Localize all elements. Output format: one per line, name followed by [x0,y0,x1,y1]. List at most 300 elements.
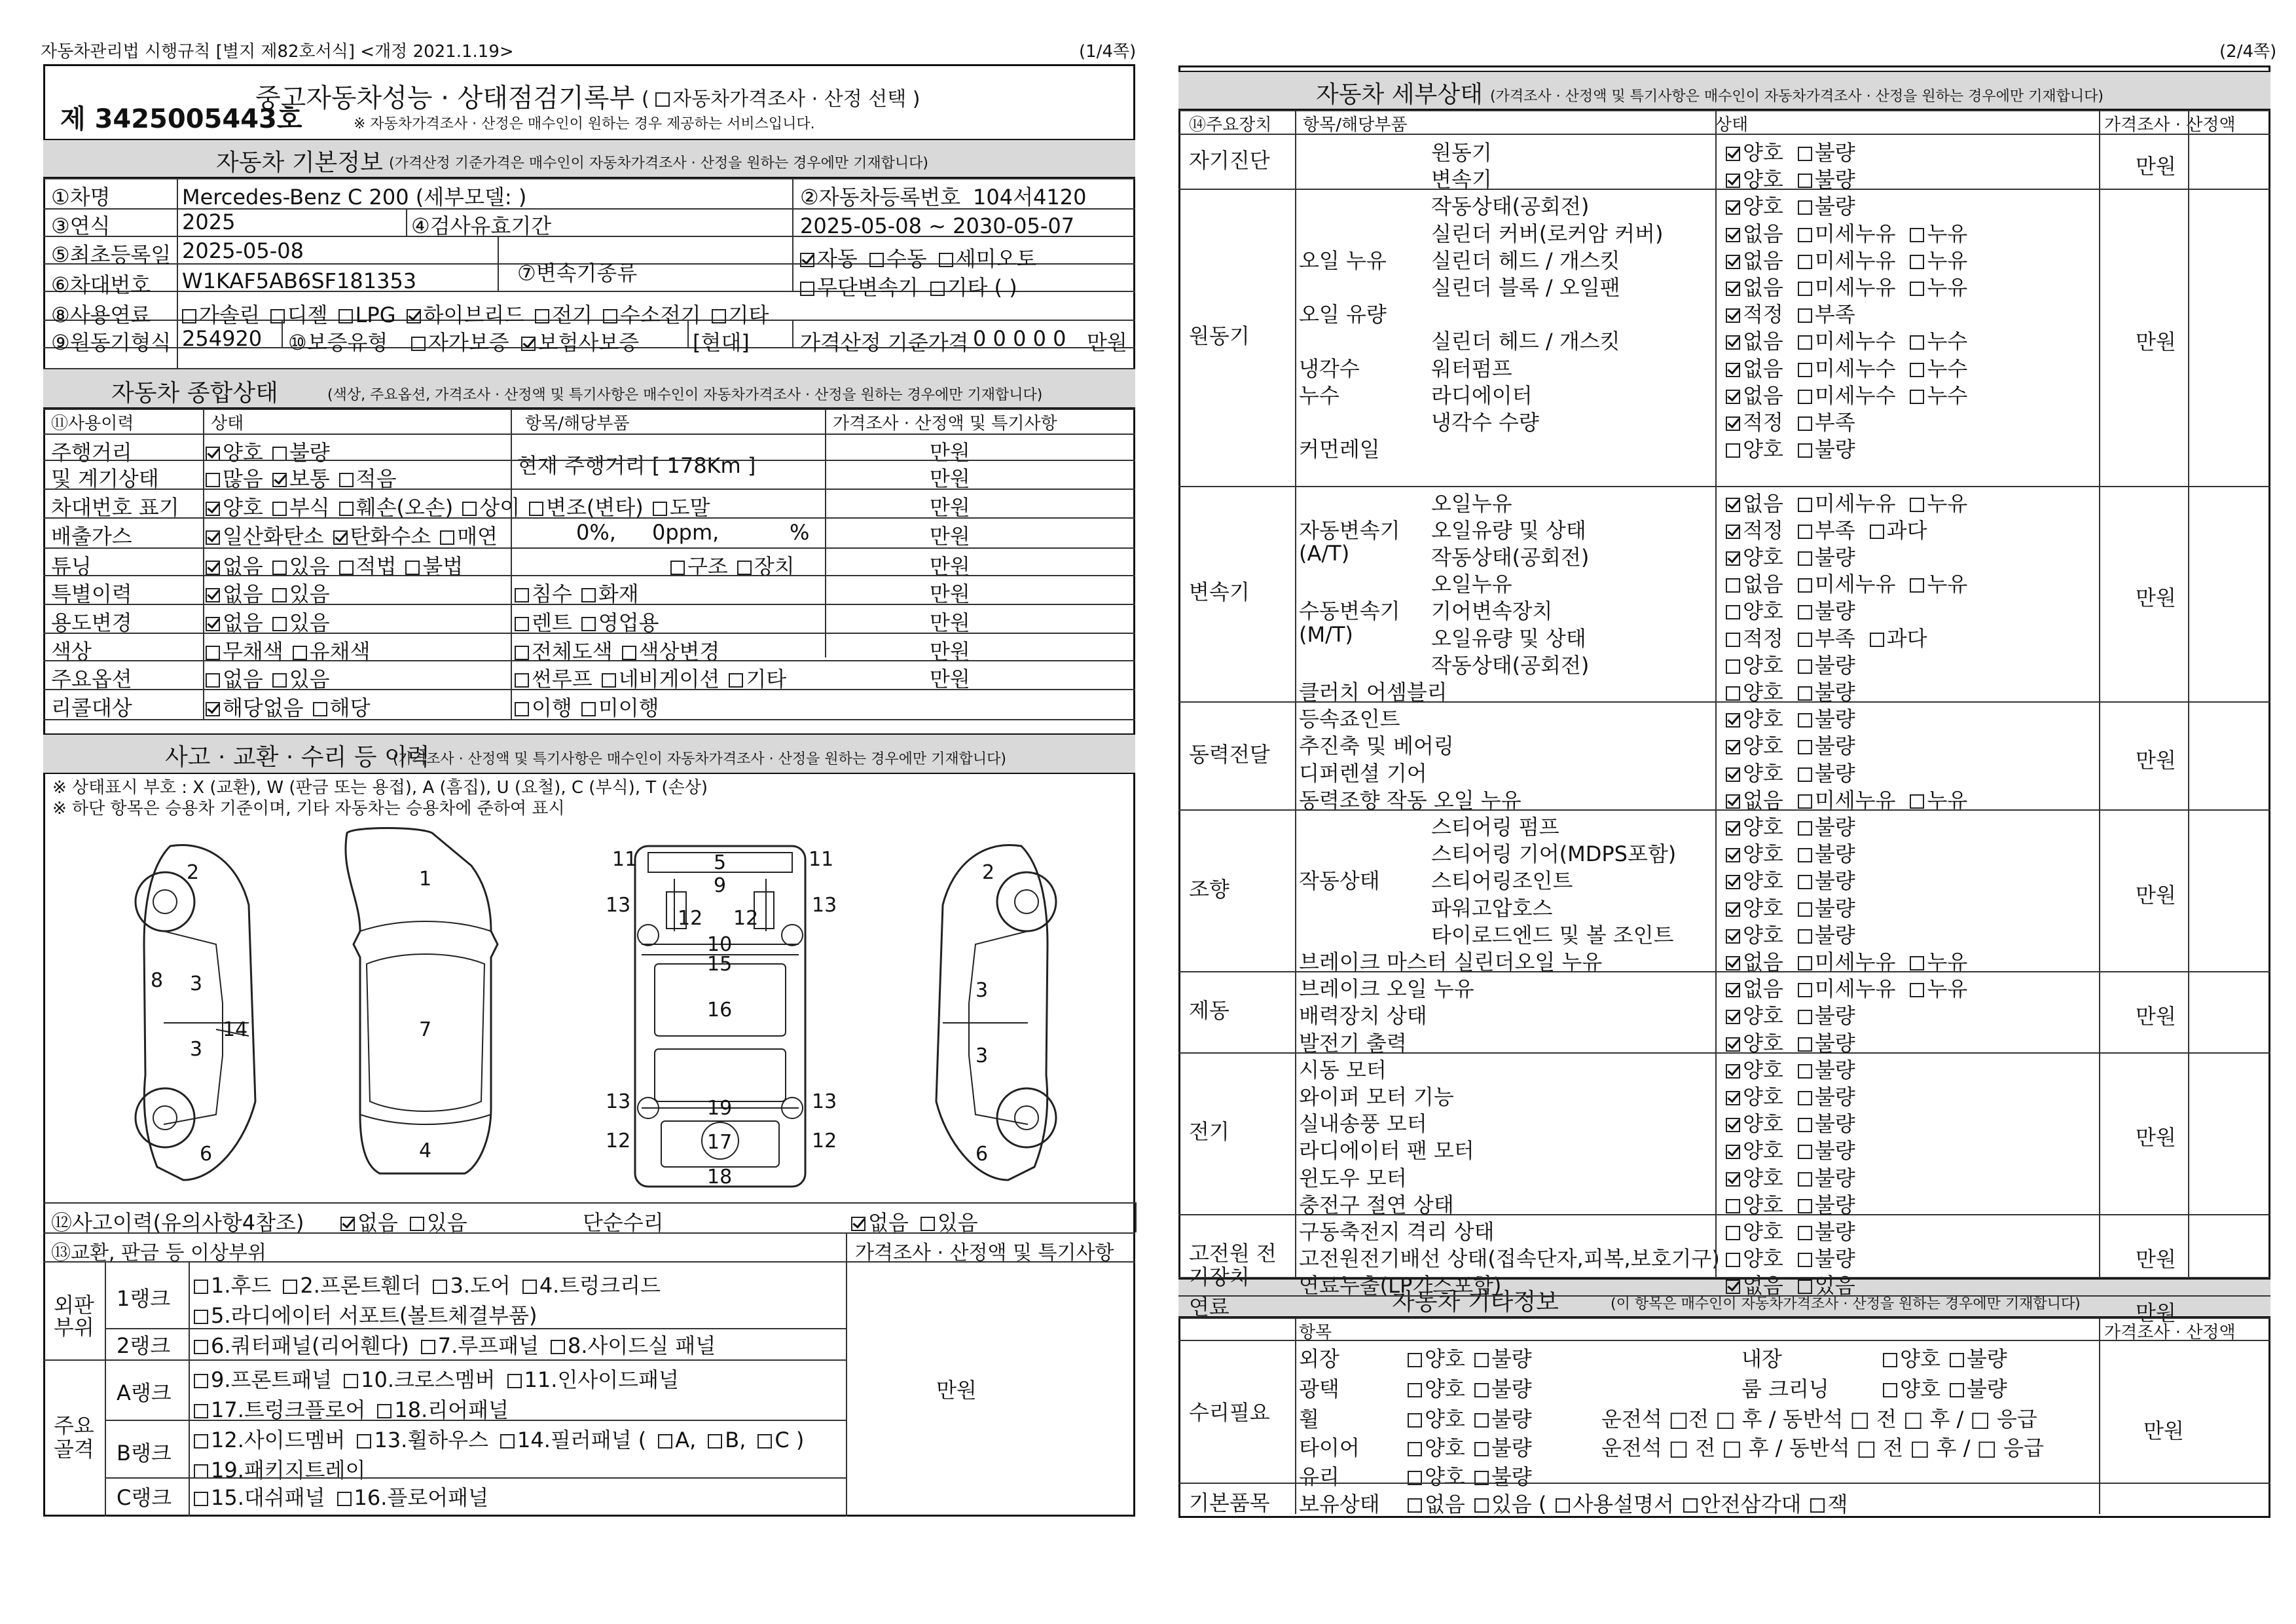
overall-row-status-option[interactable] [339,495,454,520]
checkbox-icon[interactable] [1726,956,1740,970]
checkbox-icon[interactable] [1474,1353,1489,1367]
detail-row-status-option[interactable] [1798,653,1855,678]
checkbox-icon[interactable] [339,473,354,487]
accident-history-options-option[interactable] [340,1210,398,1235]
checkbox-icon[interactable] [340,1217,355,1231]
rank-parts-option[interactable] [194,1273,271,1298]
checkbox-icon[interactable] [1726,821,1740,836]
detail-row-status-option[interactable] [1870,626,1927,651]
tire-options-option[interactable] [1408,1435,1465,1460]
holding-options-option[interactable] [1408,1492,1465,1517]
checkbox-icon[interactable] [206,673,220,688]
checkbox-icon[interactable] [1726,794,1740,809]
checkbox-icon[interactable] [622,646,636,660]
rank-parts-option[interactable] [344,1367,495,1392]
checkbox-icon[interactable] [440,530,454,545]
transmission-options-option[interactable] [869,246,927,271]
checkbox-icon[interactable] [1910,363,1924,377]
checkbox-icon[interactable] [712,309,726,323]
detail-row-status-option[interactable] [1726,1084,1783,1109]
checkbox-icon[interactable] [920,1217,935,1231]
checkbox-icon[interactable] [272,673,287,688]
rank-parts-option[interactable] [194,1303,537,1328]
checkbox-icon[interactable] [602,673,616,688]
checkbox-icon[interactable] [272,617,287,631]
checkbox-icon[interactable] [521,337,536,351]
overall-row-status-option[interactable] [206,524,324,549]
detail-row-status-option[interactable] [1798,437,1855,462]
detail-row-status-option[interactable] [1798,868,1855,893]
detail-row-status-option[interactable] [1726,410,1783,435]
overall-row-status-option[interactable] [272,610,330,635]
checkbox-icon[interactable] [757,1434,772,1449]
checkbox-icon[interactable] [1798,498,1812,512]
detail-row-status-option[interactable] [1726,733,1783,758]
checkbox-icon[interactable] [1910,498,1924,512]
checkbox-icon[interactable] [1798,255,1812,269]
checkbox-icon[interactable] [194,1404,208,1418]
checkbox-icon[interactable] [1798,605,1812,619]
checkbox-icon[interactable] [1798,1280,1812,1294]
holding-options-option[interactable] [1683,1492,1802,1517]
checkbox-icon[interactable] [1798,443,1812,458]
detail-row-status-option[interactable] [1726,140,1783,165]
transmission-options-option[interactable] [800,246,858,271]
rank-parts-option[interactable] [194,1367,332,1392]
detail-row-status-option[interactable] [1726,950,1783,974]
checkbox-icon[interactable] [1798,1091,1812,1105]
detail-row-status-option[interactable] [1726,680,1783,705]
detail-row-status-option[interactable] [1798,788,1896,813]
detail-row-status-option[interactable] [1910,950,1967,974]
overall-row-status-option[interactable] [333,524,431,549]
transmission-option[interactable] [930,275,1017,300]
checkbox-icon[interactable] [357,1434,371,1449]
checkbox-icon[interactable] [411,337,426,351]
rank-parts-option[interactable] [500,1428,646,1452]
detail-row-status-option[interactable] [1798,383,1896,408]
checkbox-icon[interactable] [1798,578,1812,593]
overall-row-status-option[interactable] [339,466,397,491]
checkbox-icon[interactable] [507,1374,522,1388]
checkbox-icon[interactable] [1798,282,1812,296]
exterior-options-option[interactable] [1408,1346,1465,1371]
detail-row-status-option[interactable] [1726,302,1783,327]
checkbox-icon[interactable] [1950,1353,1964,1367]
checkbox-icon[interactable] [1798,659,1812,674]
detail-row-status-option[interactable] [1798,1192,1855,1217]
checkbox-icon[interactable] [1726,578,1740,593]
overall-row-status-option[interactable] [313,695,371,720]
checkbox-icon[interactable] [1798,1253,1812,1267]
checkbox-icon[interactable] [206,646,220,660]
checkbox-icon[interactable] [1726,255,1740,269]
rank-parts-option[interactable] [551,1333,716,1358]
checkbox-icon[interactable] [1798,200,1812,215]
detail-row-status-option[interactable] [1798,626,1855,651]
checkbox-icon[interactable] [1798,174,1812,188]
fuel-options-option[interactable] [407,303,525,327]
checkbox-icon[interactable] [1726,335,1740,350]
checkbox-icon[interactable] [272,561,287,575]
checkbox-icon[interactable] [1798,1118,1812,1132]
checkbox-icon[interactable] [1798,1172,1812,1187]
detail-row-status-option[interactable] [1798,841,1855,866]
overall-row-items-option[interactable] [729,667,786,692]
checkbox-icon[interactable] [1726,1226,1740,1240]
checkbox-icon[interactable] [206,561,220,575]
checkbox-icon[interactable] [1950,1383,1964,1397]
checkbox-icon[interactable] [729,673,743,688]
checkbox-icon[interactable] [1726,659,1740,674]
glass-options-option[interactable] [1474,1464,1532,1489]
detail-row-status-option[interactable] [1726,815,1783,840]
checkbox-icon[interactable] [407,309,421,323]
checkbox-icon[interactable] [1408,1353,1422,1367]
overall-row-status-option[interactable] [272,667,330,692]
checkbox-icon[interactable] [1726,1280,1740,1294]
checkbox-icon[interactable] [1910,228,1924,242]
detail-row-status-option[interactable] [1726,221,1783,246]
detail-row-status-option[interactable] [1910,329,1967,354]
checkbox-icon[interactable] [206,530,220,545]
checkbox-icon[interactable] [1798,1037,1812,1052]
checkbox-icon[interactable] [462,502,477,516]
checkbox-icon[interactable] [1798,686,1812,701]
detail-row-status-option[interactable] [1798,896,1855,921]
checkbox-icon[interactable] [194,1310,208,1324]
detail-row-status-option[interactable] [1726,437,1783,462]
checkbox-icon[interactable] [1798,821,1812,836]
checkbox-icon[interactable] [272,447,287,461]
checkbox-icon[interactable] [1910,956,1924,970]
detail-row-status-option[interactable] [1798,1246,1855,1271]
detail-row-status-option[interactable] [1726,761,1783,786]
rank-parts-option[interactable] [507,1367,679,1392]
checkbox-icon[interactable] [206,502,220,516]
checkbox-icon[interactable] [522,1280,537,1294]
checkbox-icon[interactable] [515,617,529,631]
transmission-option[interactable] [800,275,919,300]
detail-row-status-option[interactable] [1798,140,1855,165]
detail-row-status-option[interactable] [1798,410,1855,435]
checkbox-icon[interactable] [1798,956,1812,970]
checkbox-icon[interactable] [206,447,220,461]
checkbox-icon[interactable] [338,309,353,323]
checkbox-icon[interactable] [410,1217,424,1231]
checkbox-icon[interactable] [1910,983,1924,997]
checkbox-icon[interactable] [1910,255,1924,269]
checkbox-icon[interactable] [1726,633,1740,647]
detail-row-status-option[interactable] [1726,626,1783,651]
checkbox-icon[interactable] [1910,794,1924,809]
checkbox-icon[interactable] [930,282,945,296]
checkbox-icon[interactable] [206,588,220,602]
overall-row-status-option[interactable] [206,667,263,692]
detail-row-status-option[interactable] [1726,356,1783,381]
rank-parts-option[interactable] [522,1273,661,1298]
checkbox-icon[interactable] [1726,498,1740,512]
overall-row-status-option[interactable] [206,695,304,720]
detail-row-status-option[interactable] [1726,599,1783,623]
checkbox-icon[interactable] [581,588,596,602]
detail-row-status-option[interactable] [1798,599,1855,623]
overall-row-status-option[interactable] [440,524,498,549]
detail-row-status-option[interactable] [1798,1003,1855,1028]
checkbox-icon[interactable] [1726,605,1740,619]
checkbox-icon[interactable] [515,588,529,602]
checkbox-icon[interactable] [1798,551,1812,566]
overall-row-status-option[interactable] [206,581,263,606]
checkbox-icon[interactable] [1726,1145,1740,1159]
detail-row-status-option[interactable] [1910,356,1967,381]
checkbox-icon[interactable] [1883,1353,1897,1367]
detail-row-status-option[interactable] [1798,545,1855,570]
checkbox-icon[interactable] [344,1374,358,1388]
detail-row-status-option[interactable] [1910,788,1967,813]
checkbox-icon[interactable] [658,1434,672,1449]
checkbox-icon[interactable] [421,1340,435,1354]
detail-row-status-option[interactable] [1910,275,1967,300]
checkbox-icon[interactable] [1798,416,1812,431]
checkbox-icon[interactable] [551,1340,565,1354]
detail-row-status-option[interactable] [1726,1219,1783,1244]
fuel-options-option[interactable] [338,303,396,327]
checkbox-icon[interactable] [939,253,953,267]
checkbox-icon[interactable] [1726,1010,1740,1024]
detail-row-status-option[interactable] [1726,923,1783,948]
checkbox-icon[interactable] [1798,794,1812,809]
overall-row-items-option[interactable] [581,610,659,635]
checkbox-icon[interactable] [1798,875,1812,889]
checkbox-icon[interactable] [581,702,596,716]
checkbox-icon[interactable] [1474,1498,1489,1513]
checkbox-icon[interactable] [1726,767,1740,782]
checkbox-icon[interactable] [1726,147,1740,161]
checkbox-icon[interactable] [708,1434,722,1449]
detail-row-status-option[interactable] [1870,518,1927,543]
checkbox-icon[interactable] [869,253,884,267]
checkbox-icon[interactable] [1883,1383,1897,1397]
checkbox-icon[interactable] [1408,1442,1422,1456]
detail-row-status-option[interactable] [1726,1138,1783,1163]
detail-row-status-option[interactable] [1798,356,1896,381]
detail-row-status-option[interactable] [1726,545,1783,570]
checkbox-icon[interactable] [670,561,685,575]
fuel-options-option[interactable] [270,303,328,327]
rank-parts-option[interactable] [658,1428,696,1452]
checkbox-icon[interactable] [1798,335,1812,350]
checkbox-icon[interactable] [1726,1064,1740,1079]
checkbox-icon[interactable] [1726,443,1740,458]
checkbox-icon[interactable] [1798,1199,1812,1213]
detail-row-status-option[interactable] [1726,1111,1783,1136]
checkbox-icon[interactable] [194,1280,208,1294]
overall-row-items-option[interactable] [515,610,572,635]
checkbox-icon[interactable] [433,1280,447,1294]
tire-options-option[interactable] [1474,1435,1532,1460]
detail-row-status-option[interactable] [1798,1111,1855,1136]
detail-row-status-option[interactable] [1726,329,1783,354]
checkbox-icon[interactable] [194,1374,208,1388]
detail-row-status-option[interactable] [1798,518,1855,543]
detail-row-status-option[interactable] [1798,733,1855,758]
checkbox-icon[interactable] [1798,1064,1812,1079]
checkbox-icon[interactable] [1726,875,1740,889]
checkbox-icon[interactable] [313,702,327,716]
overall-row-status-option[interactable] [272,581,330,606]
overall-row-items-option[interactable] [515,581,572,606]
checkbox-icon[interactable] [1798,390,1812,404]
overall-row-status-option[interactable] [653,495,710,520]
detail-row-status-option[interactable] [1798,680,1855,705]
simple-repair-options-option[interactable] [851,1210,909,1235]
checkbox-icon[interactable] [1726,308,1740,323]
overall-row-items-option[interactable] [515,667,592,692]
checkbox-icon[interactable] [206,473,220,487]
detail-row-status-option[interactable] [1798,707,1855,731]
checkbox-icon[interactable] [1910,282,1924,296]
checkbox-icon[interactable] [1870,525,1884,539]
checkbox-icon[interactable] [529,502,543,516]
overall-row-status-option[interactable] [206,466,263,491]
checkbox-icon[interactable] [1726,902,1740,917]
checkbox-icon[interactable] [206,702,220,716]
detail-row-status-option[interactable] [1726,383,1783,408]
detail-row-status-option[interactable] [1910,491,1967,516]
detail-row-status-option[interactable] [1798,1084,1855,1109]
checkbox-icon[interactable] [1726,848,1740,862]
gloss-options-option[interactable] [1408,1376,1465,1401]
checkbox-icon[interactable] [1798,633,1812,647]
checkbox-icon[interactable] [272,502,287,516]
checkbox-icon[interactable] [1798,1145,1812,1159]
detail-row-status-option[interactable] [1910,383,1967,408]
checkbox-icon[interactable] [515,673,529,688]
checkbox-icon[interactable] [194,1434,208,1449]
checkbox-icon[interactable] [1798,713,1812,728]
accident-history-options-option[interactable] [410,1210,467,1235]
detail-row-status-option[interactable] [1726,788,1783,813]
checkbox-icon[interactable] [581,617,596,631]
checkbox-icon[interactable] [1408,1383,1422,1397]
checkbox-icon[interactable] [1798,228,1812,242]
detail-row-status-option[interactable] [1798,815,1855,840]
checkbox-icon[interactable] [1726,174,1740,188]
detail-row-status-option[interactable] [1798,275,1896,300]
checkbox-icon[interactable] [1726,416,1740,431]
rank-parts-option[interactable] [757,1428,804,1452]
rank-parts-option[interactable] [283,1273,421,1298]
detail-row-status-option[interactable] [1798,976,1896,1001]
detail-row-status-option[interactable] [1798,248,1896,273]
detail-row-status-option[interactable] [1798,194,1855,219]
fuel-options-option[interactable] [712,303,769,327]
checkbox-icon[interactable] [1474,1383,1489,1397]
checkbox-icon[interactable] [1810,1498,1825,1513]
checkbox-icon[interactable] [405,561,420,575]
checkbox-icon[interactable] [283,1280,297,1294]
wheel-options-option[interactable] [1408,1407,1465,1431]
detail-row-status-option[interactable] [1798,167,1855,192]
checkbox-icon[interactable] [1798,902,1812,917]
warranty-options-option[interactable] [521,330,640,355]
interior-options-option[interactable] [1883,1346,1941,1371]
checkbox-icon[interactable] [800,282,814,296]
detail-row-status-option[interactable] [1798,950,1896,974]
detail-row-status-option[interactable] [1798,1058,1855,1082]
detail-row-status-option[interactable] [1726,275,1783,300]
checkbox-icon[interactable] [1798,848,1812,862]
detail-row-status-option[interactable] [1726,1246,1783,1271]
checkbox-icon[interactable] [1408,1413,1422,1428]
rank-parts-option[interactable] [194,1397,365,1422]
overall-row-status-option[interactable] [272,440,330,465]
checkbox-icon[interactable] [272,473,287,487]
holding-options-option[interactable] [1810,1492,1848,1517]
checkbox-icon[interactable] [1726,228,1740,242]
checkbox-icon[interactable] [1726,686,1740,701]
checkbox-icon[interactable] [1726,1037,1740,1052]
holding-options-option[interactable] [1556,1492,1674,1517]
overall-row-items-option[interactable] [581,695,659,720]
checkbox-icon[interactable] [1726,1118,1740,1132]
checkbox-icon[interactable] [1798,767,1812,782]
checkbox-icon[interactable] [1726,713,1740,728]
checkbox-icon[interactable] [377,1404,392,1418]
overall-row-status-option[interactable] [206,440,263,465]
detail-row-status-option[interactable] [1726,194,1783,219]
checkbox-icon[interactable] [206,617,220,631]
overall-row-status-option[interactable] [206,495,263,520]
checkbox-icon[interactable] [1726,983,1740,997]
detail-row-status-option[interactable] [1798,1166,1855,1190]
detail-row-status-option[interactable] [1726,653,1783,678]
rank-parts-option[interactable] [194,1333,409,1358]
checkbox-icon[interactable] [1798,147,1812,161]
checkbox-icon[interactable] [339,561,354,575]
detail-row-status-option[interactable] [1726,518,1783,543]
overall-row-status-option[interactable] [529,495,644,520]
checkbox-icon[interactable] [500,1434,515,1449]
checkbox-icon[interactable] [603,309,617,323]
checkbox-icon[interactable] [182,309,196,323]
rank-parts-option[interactable] [337,1485,488,1510]
checkbox-icon[interactable] [515,646,529,660]
detail-row-status-option[interactable] [1726,1166,1783,1190]
checkbox-icon[interactable] [1798,929,1812,944]
glass-options-option[interactable] [1408,1464,1465,1489]
checkbox-icon[interactable] [1798,1226,1812,1240]
detail-row-status-option[interactable] [1726,1192,1783,1217]
detail-row-status-option[interactable] [1798,923,1855,948]
rank-parts-option[interactable] [194,1485,325,1510]
fuel-options-option[interactable] [182,303,260,327]
checkbox-icon[interactable] [1798,983,1812,997]
checkbox-icon[interactable] [1726,740,1740,754]
checkbox-icon[interactable] [339,502,354,516]
checkbox-icon[interactable] [272,588,287,602]
checkbox-icon[interactable] [1798,740,1812,754]
rank-parts-option[interactable] [194,1458,365,1483]
overall-row-status-option[interactable] [272,466,330,491]
detail-row-status-option[interactable] [1798,221,1896,246]
checkbox-icon[interactable] [1726,1199,1740,1213]
room-cleaning-options-option[interactable] [1883,1376,1941,1401]
checkbox-icon[interactable] [535,309,549,323]
overall-row-status-option[interactable] [206,610,263,635]
detail-row-status-option[interactable] [1798,491,1896,516]
